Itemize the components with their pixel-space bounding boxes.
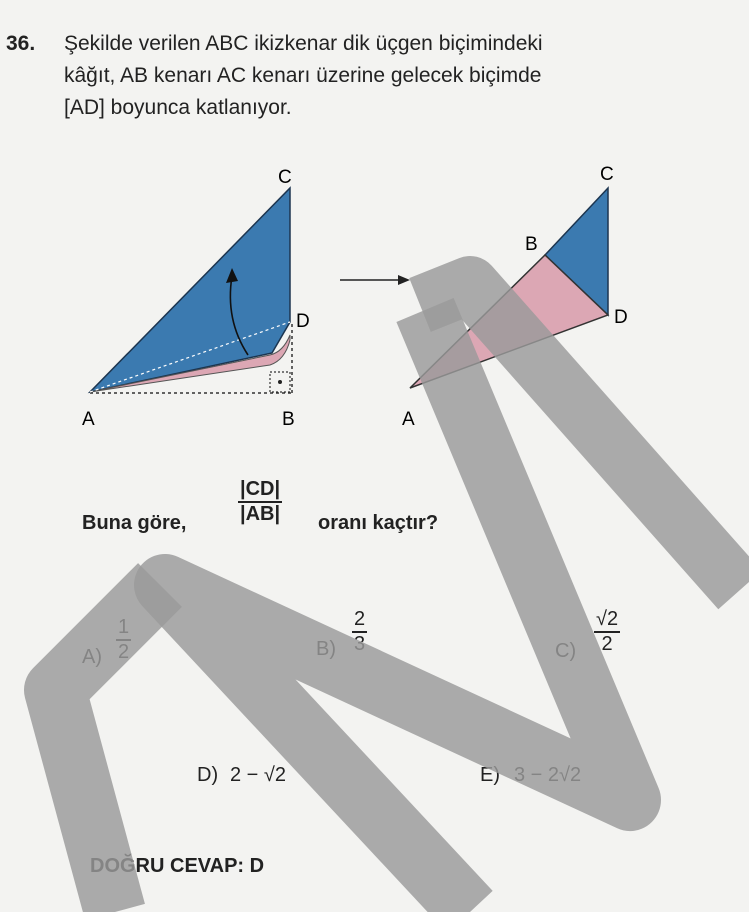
left-label-c: C: [278, 167, 292, 188]
choice-e-text[interactable]: 3 − 2√2: [514, 764, 582, 786]
right-label-b: B: [525, 234, 538, 255]
transition-arrow: [340, 275, 410, 285]
choice-b-den: 3: [354, 633, 366, 655]
choice-d-text[interactable]: 2 − √2: [230, 764, 287, 786]
right-label-a: A: [402, 409, 415, 430]
choice-a-den: 2: [118, 641, 130, 663]
choice-c-num: √2: [596, 608, 619, 630]
left-label-b: B: [282, 409, 295, 430]
correct-answer: DOĞRU CEVAP: D: [90, 855, 265, 877]
ratio-fraction: [238, 478, 282, 526]
right-triangle-figure: [402, 164, 628, 430]
choice-a-fraction[interactable]: [116, 616, 131, 664]
left-label-a: A: [82, 409, 95, 430]
choice-b-fraction[interactable]: [352, 608, 367, 656]
choice-c-fraction[interactable]: [594, 608, 620, 656]
question-number: 36.: [6, 32, 36, 55]
choice-b-num: 2: [354, 608, 366, 630]
ratio-denominator: |AB|: [240, 503, 281, 525]
left-triangle-figure: [82, 167, 310, 430]
ratio-numerator: |CD|: [240, 478, 281, 500]
choice-a-letter[interactable]: A): [82, 646, 102, 668]
question-line-3: [AD] boyunca katlanıyor.: [64, 96, 292, 119]
question-line-1: Şekilde verilen ABC ikizkenar dik üçgen biçimindeki: [64, 32, 543, 55]
right-label-c: C: [600, 164, 614, 185]
right-label-d: D: [614, 307, 628, 328]
prompt-suffix: oranı kaçtır?: [318, 512, 439, 534]
choice-c-letter[interactable]: C): [555, 640, 577, 662]
choice-c-den: 2: [601, 633, 613, 655]
choice-b-letter[interactable]: B): [316, 638, 336, 660]
prompt-prefix: Buna göre,: [82, 512, 187, 534]
choice-e-letter[interactable]: E): [480, 764, 500, 786]
choice-a-num: 1: [118, 616, 130, 638]
question-line-2: kâğıt, AB kenarı AC kenarı üzerine gelecek biçimde: [64, 64, 542, 87]
choice-d-letter[interactable]: D): [197, 764, 219, 786]
left-label-d: D: [296, 311, 310, 332]
